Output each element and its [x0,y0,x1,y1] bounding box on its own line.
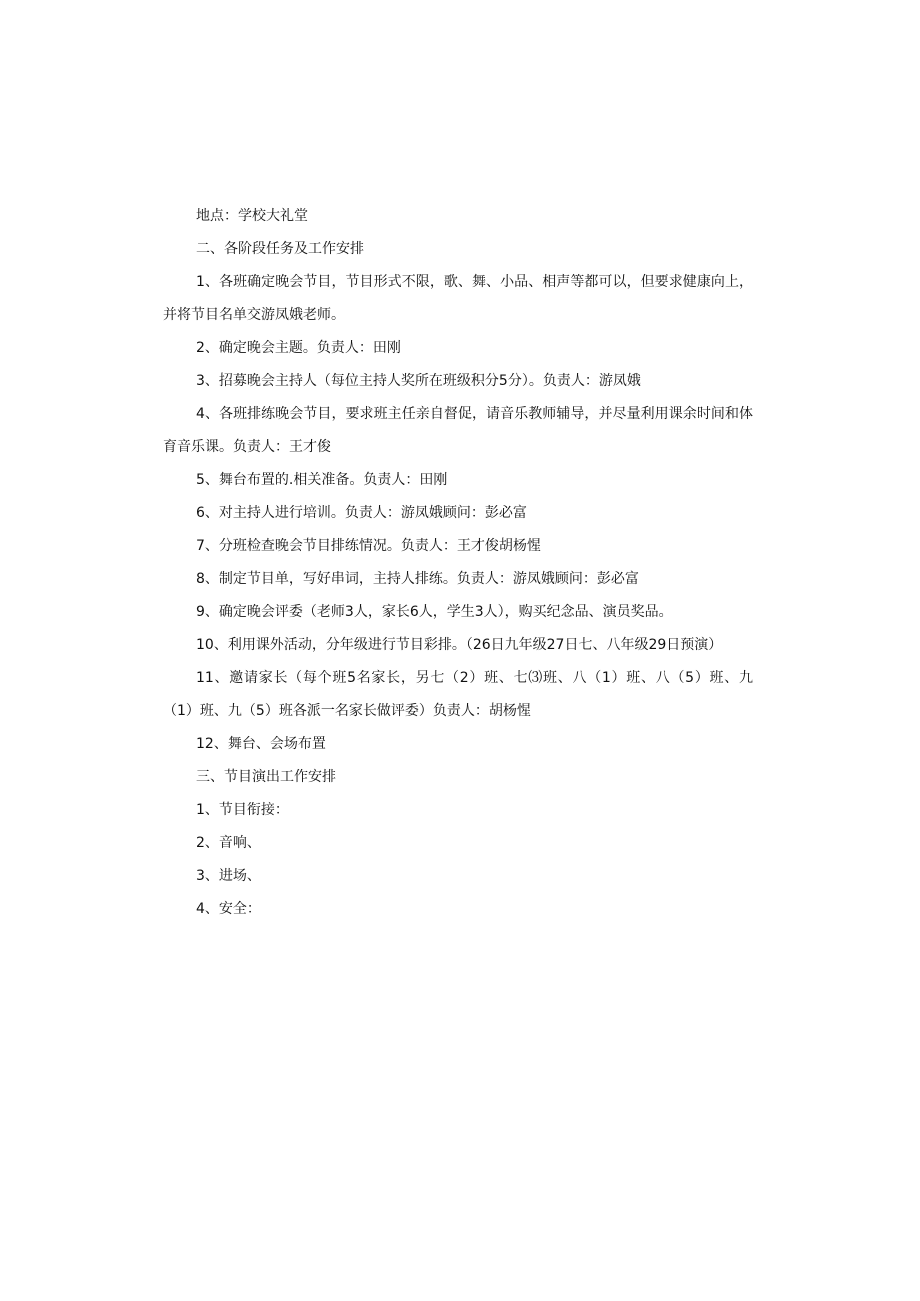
paragraph-item-4: 4、各班排练晚会节目，要求班主任亲自督促，请音乐教师辅导，并尽量利用课余时间和体育音乐课。负责人：王才俊 [163,406,753,455]
paragraph-item-10: 10、利用课外活动，分年级进行节目彩排。（26日九年级27日七、八年级29日预演） [196,637,723,653]
section-heading-2: 二、各阶段任务及工作安排 [196,241,364,257]
section-heading-3: 三、节目演出工作安排 [196,769,336,785]
paragraph-location: 地点：学校大礼堂 [196,208,308,224]
paragraph-item-8: 8、制定节目单，写好串词，主持人排练。负责人：游凤娥顾问：彭必富 [196,571,639,587]
paragraph-item-12: 12、舞台、会场布置 [196,736,326,752]
paragraph-item-6: 6、对主持人进行培训。负责人：游凤娥顾问：彭必富 [196,505,527,521]
paragraph-item-11: 11、邀请家长（每个班5名家长，另七（2）班、七⑶班、八（1）班、八（5）班、九（1）班、九（5）班各派一名家长做评委）负责人：胡杨惺 [163,670,753,719]
paragraph-item-9: 9、确定晚会评委（老师3人，家长6人，学生3人），购买纪念品、演员奖品。 [196,604,673,620]
paragraph-sub-2: 2、音响、 [196,835,261,851]
paragraph-item-2: 2、确定晚会主题。负责人：田刚 [196,340,401,356]
paragraph-item-5: 5、舞台布置的.相关准备。负责人：田刚 [196,472,448,488]
paragraph-sub-4: 4、安全： [196,901,261,917]
paragraph-item-1: 1、各班确定晚会节目，节目形式不限，歌、舞、小品、相声等都可以，但要求健康向上，并将节目名单交游凤娥老师。 [163,274,753,323]
paragraph-item-3: 3、招募晚会主持人（每位主持人奖所在班级积分5分）。负责人：游凤娥 [196,373,641,389]
paragraph-sub-1: 1、节目衔接： [196,802,289,818]
paragraph-sub-3: 3、进场、 [196,868,261,884]
document-body [163,200,753,926]
paragraph-item-7: 7、分班检查晚会节目排练情况。负责人：王才俊胡杨惺 [196,538,541,554]
